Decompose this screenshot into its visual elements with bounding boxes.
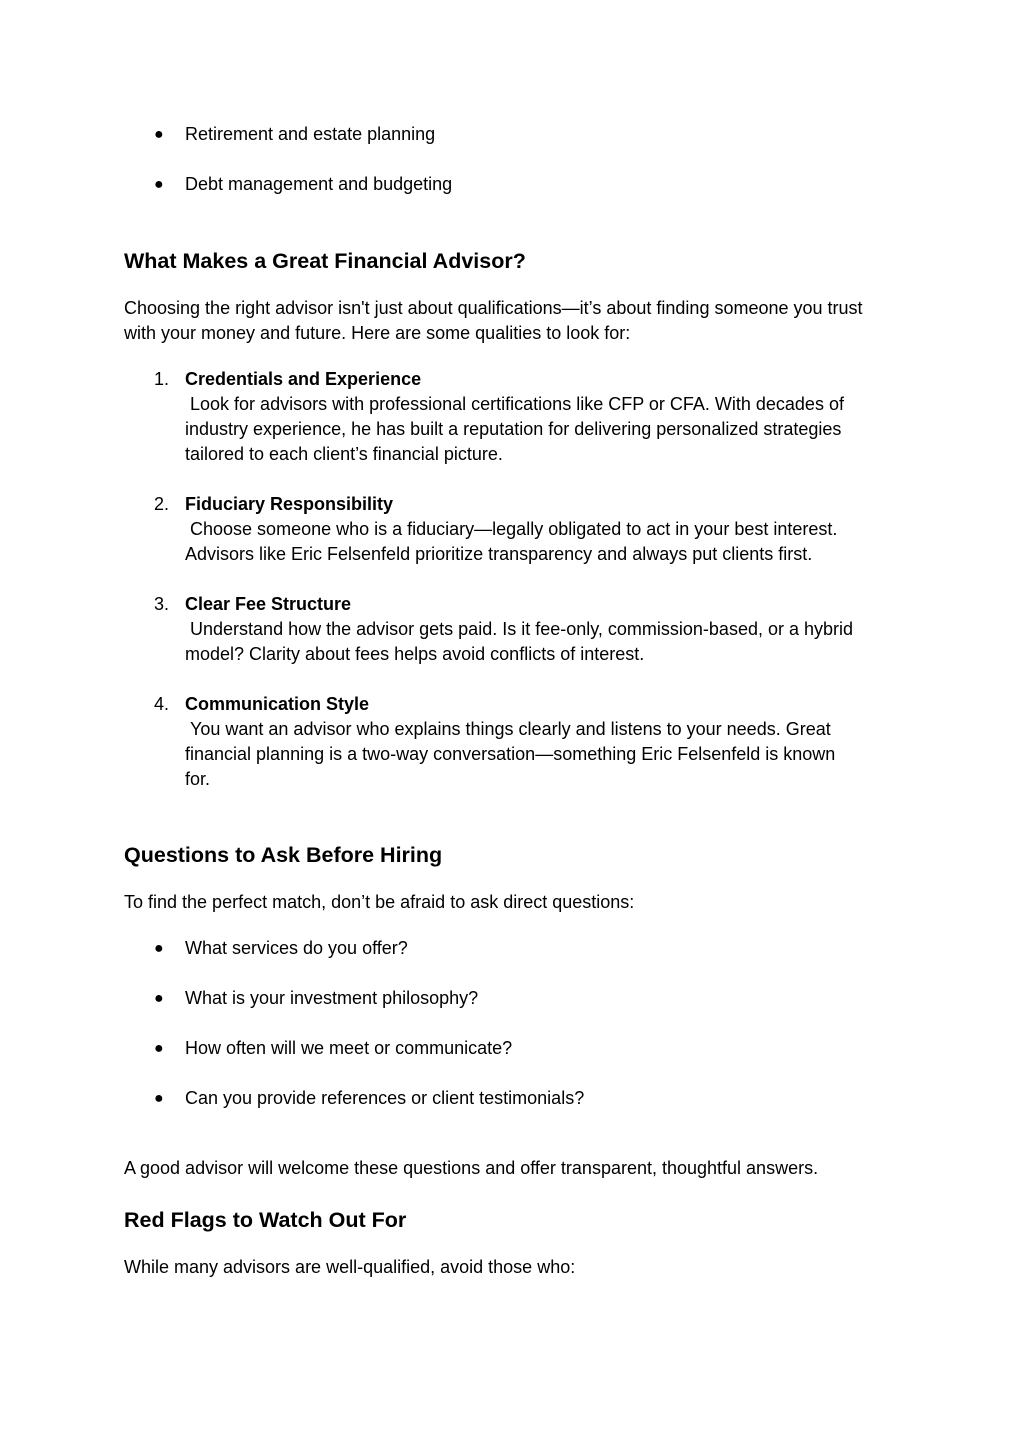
numbered-item — [0, 492, 1024, 567]
list-item-text: What is your investment philosophy? — [185, 988, 479, 1008]
list-item — [0, 986, 1024, 1011]
bullet-marker: ● — [154, 126, 164, 143]
item-number: 3. — [154, 594, 170, 614]
paragraph-line: To find the perfect match, don’t be afraid to ask direct questions: — [124, 892, 635, 912]
paragraph-line: A good advisor will welcome these questions and offer transparent, thoughtful answers. — [124, 1158, 819, 1178]
bullet-marker: ● — [154, 940, 164, 957]
list-item — [0, 122, 1024, 147]
item-title: Clear Fee Structure — [185, 594, 352, 614]
list-item — [0, 1036, 1024, 1061]
section-heading: What Makes a Great Financial Advisor? — [124, 249, 526, 273]
item-title: Fiduciary Responsibility — [185, 494, 394, 514]
bullet-marker: ● — [154, 1040, 164, 1057]
list-item-text: Debt management and budgeting — [185, 174, 453, 194]
numbered-item — [0, 592, 1024, 667]
bullet-marker: ● — [154, 1090, 164, 1107]
list-item-text: How often will we meet or communicate? — [185, 1038, 513, 1058]
item-body-line: model? Clarity about fees helps avoid conflicts of interest. — [185, 644, 645, 664]
list-item-text: What services do you offer? — [185, 938, 408, 958]
bullet-marker: ● — [154, 990, 164, 1007]
list-item-text: Can you provide references or client testimonials? — [185, 1088, 585, 1108]
item-body-line: You want an advisor who explains things clearly and listens to your needs. Great — [185, 719, 831, 739]
item-body-line: financial planning is a two-way conversation—something Eric Felsenfeld is known — [185, 744, 836, 764]
item-title: Credentials and Experience — [185, 369, 422, 389]
numbered-item — [0, 367, 1024, 467]
item-body-line: tailored to each client’s financial picture. — [185, 444, 503, 464]
paragraph-line: with your money and future. Here are some qualities to look for: — [124, 323, 631, 343]
item-body-line: for. — [185, 769, 211, 789]
item-body-line: industry experience, he has built a reputation for delivering personalized strategies — [185, 419, 842, 439]
bullet-marker: ● — [154, 176, 164, 193]
item-number: 2. — [154, 494, 170, 514]
list-item — [0, 1086, 1024, 1111]
paragraph-line: Choosing the right advisor isn't just about qualifications—it’s about finding someone you trust — [124, 298, 863, 318]
section-heading: Questions to Ask Before Hiring — [124, 843, 443, 867]
item-number: 1. — [154, 369, 170, 389]
item-title: Communication Style — [185, 694, 370, 714]
section-heading: Red Flags to Watch Out For — [124, 1208, 407, 1232]
item-body-line: Look for advisors with professional certifications like CFP or CFA. With decades of — [185, 394, 844, 414]
list-item-text: Retirement and estate planning — [185, 124, 436, 144]
list-item — [0, 172, 1024, 197]
item-body-line: Understand how the advisor gets paid. Is it fee-only, commission-based, or a hybrid — [185, 619, 854, 639]
numbered-item — [0, 692, 1024, 792]
paragraph-line: While many advisors are well-qualified, avoid those who: — [124, 1257, 576, 1277]
item-body-line: Advisors like Eric Felsenfeld prioritize transparency and always put clients first. — [185, 544, 813, 564]
item-body-line: Choose someone who is a fiduciary—legally obligated to act in your best interest. — [185, 519, 838, 539]
list-item — [0, 936, 1024, 961]
item-number: 4. — [154, 694, 170, 714]
